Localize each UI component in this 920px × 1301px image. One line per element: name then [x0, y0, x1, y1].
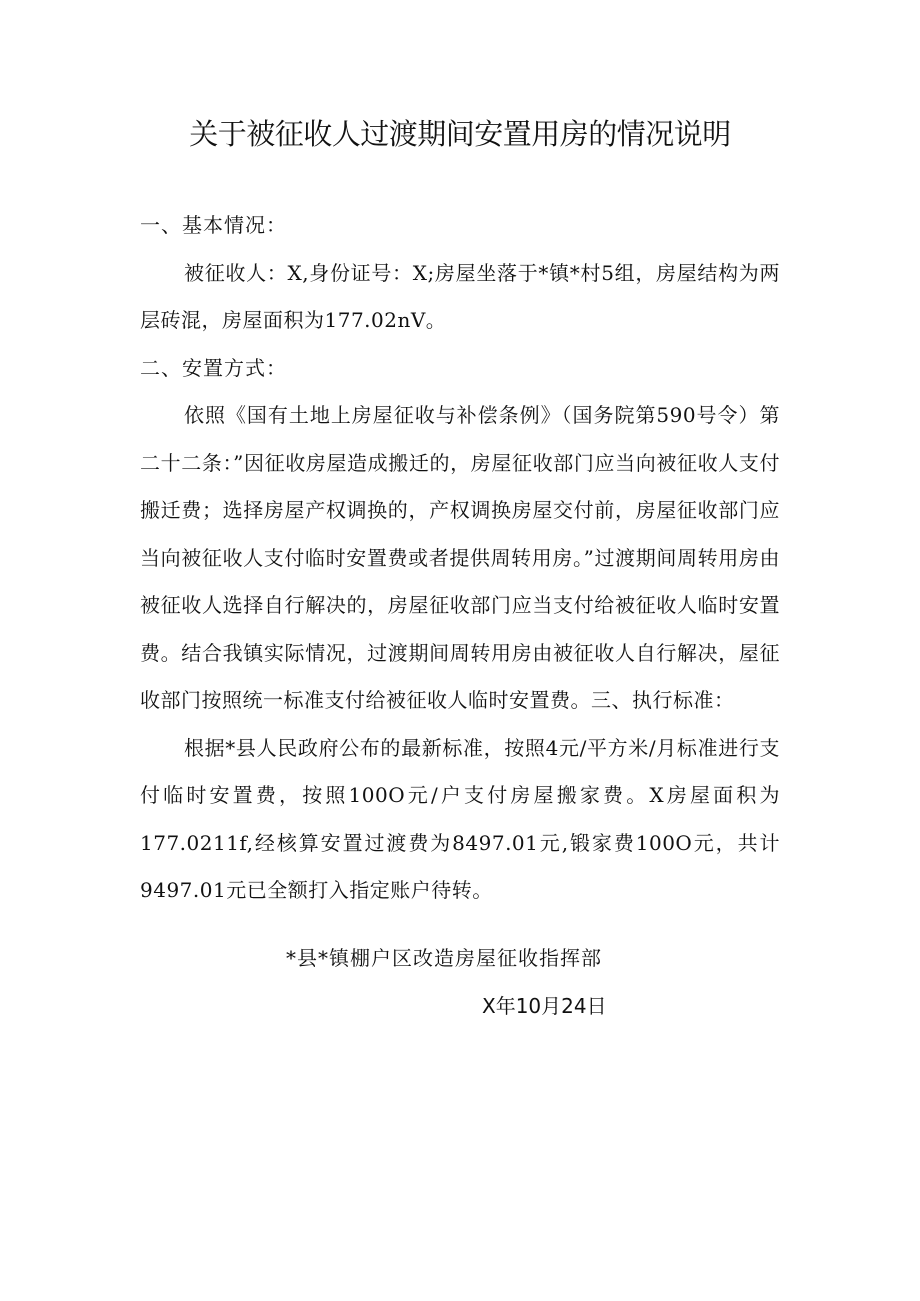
signature-date: X年10月24日 [482, 993, 607, 1018]
section-basic-info-paragraph: 被征收人：X,身份证号：X;房屋坐落于*镇*村5组，房屋结构为两层砖混，房屋面积为177.02nV。 [140, 260, 780, 332]
section-basic-info-heading: 一、基本情况： [140, 213, 287, 237]
section-resettlement-heading: 二、安置方式： [140, 355, 287, 380]
document-title: 关于被征收人过渡期间安置用房的情况说明 [189, 117, 731, 151]
section-standard-paragraph: 根据*县人民政府公布的最新标准，按照4元/平方米/月标准进行支付临时安置费，按照100O元/户支付房屋搬家费。X房屋面积为177.0211f,经核算安置过渡费为8497.01元,锻家费100O元，共计9497.01元已全额打入指定账户待转。 [140, 735, 780, 902]
document-body [140, 202, 780, 915]
signature-block [140, 935, 780, 1030]
signature-organization: *县*镇棚户区改造房屋征收指挥部 [286, 946, 602, 970]
section-resettlement-paragraph: 依照《国有土地上房屋征收与补偿条例》（国务院第590号令）第二十二条：”因征收房屋造成搬迁的，房屋征收部门应当向被征收人支付搬迁费；选择房屋产权调换的，产权调换房屋交付前，房屋征收部门应当向被征收人支付临时安置费或者提供周转用房。”过渡期间周转用房由被征收人选择自行解决的，房屋征收部门应当支付给被征收人临时安置费。结合我镇实际情况，过渡期间周转用房由被征收人自行解决，屋征收部门按照统一标准支付给被征收人临时安置费。三、执行标准： [140, 403, 780, 712]
